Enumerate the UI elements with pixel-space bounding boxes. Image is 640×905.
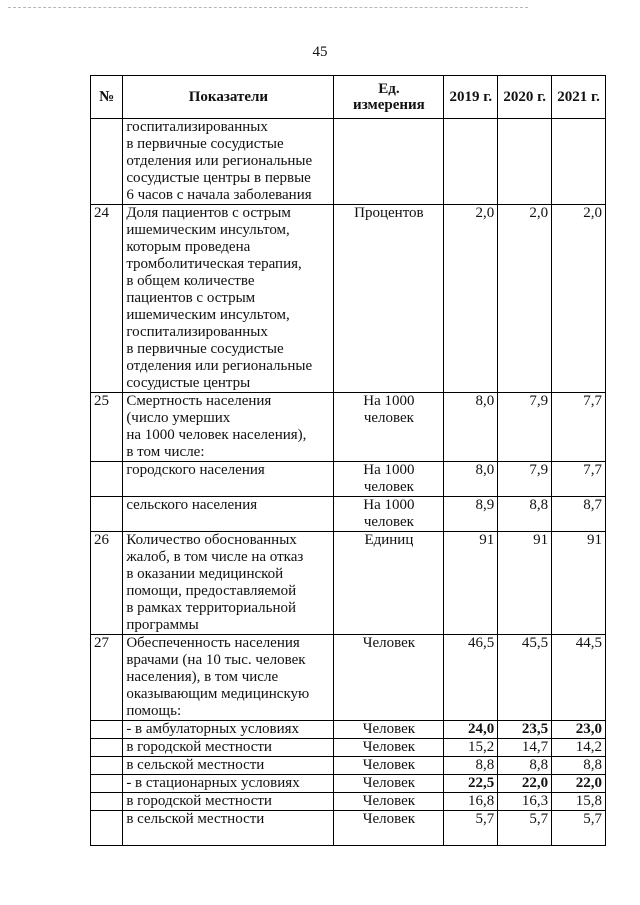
row-indicator: в сельской местности [123, 811, 334, 846]
row-2020 [498, 119, 552, 205]
table-row [91, 497, 606, 532]
row-num [91, 775, 123, 793]
row-unit: Единиц [334, 532, 444, 635]
text-line: жалоб, в том числе на отказ [126, 549, 304, 565]
row-indicator: в городской местности [123, 739, 334, 757]
row-2019: 46,5 [444, 635, 498, 721]
text-line: отделения или региональные [126, 153, 313, 169]
row-unit [334, 119, 444, 205]
row-2021: 22,0 [552, 775, 606, 793]
unit-line1: На 1000 [363, 497, 415, 513]
row-2019: 24,0 [444, 721, 498, 739]
row-num [91, 757, 123, 775]
header-unit [334, 76, 444, 119]
row-2021: 8,7 [552, 497, 606, 532]
text-line: врачами (на 10 тыс. человек [126, 652, 306, 668]
table-row [91, 811, 606, 846]
row-2020: 22,0 [498, 775, 552, 793]
text-line: помощь: [126, 703, 182, 719]
row-indicator: - в амбулаторных условиях [123, 721, 334, 739]
row-2020: 16,3 [498, 793, 552, 811]
text-line: Смертность населения [126, 393, 272, 409]
text-line: которым проведена [126, 239, 251, 255]
row-num [91, 119, 123, 205]
table-row [91, 532, 606, 635]
row-num [91, 497, 123, 532]
row-2020: 91 [498, 532, 552, 635]
row-indicator [123, 532, 334, 635]
row-2020: 7,9 [498, 393, 552, 462]
scan-header-line [8, 7, 528, 8]
row-2020: 23,5 [498, 721, 552, 739]
row-2021: 8,8 [552, 757, 606, 775]
row-2019: 2,0 [444, 205, 498, 393]
row-indicator [123, 393, 334, 462]
row-2019 [444, 119, 498, 205]
text-line: в оказании медицинской [126, 566, 284, 582]
text-line: в рамках территориальной [126, 600, 297, 616]
unit-line1: На 1000 [363, 393, 415, 409]
text-line: госпитализированных [126, 119, 268, 135]
row-2019: 8,0 [444, 393, 498, 462]
row-indicator: в городской местности [123, 793, 334, 811]
text-line: Обеспеченность населения [126, 635, 300, 651]
table-row [91, 635, 606, 721]
table-row [91, 205, 606, 393]
row-unit: Человек [334, 811, 444, 846]
row-indicator: сельского населения [123, 497, 334, 532]
row-unit: Человек [334, 775, 444, 793]
row-num: 24 [91, 205, 123, 393]
row-num [91, 721, 123, 739]
unit-line2: человек [363, 479, 414, 495]
row-unit: Человек [334, 739, 444, 757]
header-indicator: Показатели [123, 76, 334, 119]
header-num: № [91, 76, 123, 119]
row-unit: Человек [334, 721, 444, 739]
table-row [91, 739, 606, 757]
text-line: тромболитическая терапия, [126, 256, 302, 272]
row-unit [334, 497, 444, 532]
row-indicator: - в стационарных условиях [123, 775, 334, 793]
row-2020: 2,0 [498, 205, 552, 393]
text-line: на 1000 человек населения), [126, 427, 307, 443]
row-2021: 15,8 [552, 793, 606, 811]
row-unit: Человек [334, 635, 444, 721]
text-line: отделения или региональные [126, 358, 313, 374]
text-line: (число умерших [126, 410, 231, 426]
indicators-table [90, 75, 606, 846]
row-2020: 5,7 [498, 811, 552, 846]
row-2020: 7,9 [498, 462, 552, 497]
table-row [91, 119, 606, 205]
text-line: пациентов с острым [126, 290, 256, 306]
header-2020: 2020 г. [498, 76, 552, 119]
text-line: госпитализированных [126, 324, 268, 340]
row-2021: 23,0 [552, 721, 606, 739]
row-2019: 8,8 [444, 757, 498, 775]
text-line: в первичные сосудистые [126, 136, 284, 152]
table-row [91, 757, 606, 775]
row-indicator [123, 635, 334, 721]
row-2021: 5,7 [552, 811, 606, 846]
row-2021: 7,7 [552, 393, 606, 462]
row-indicator: городского населения [123, 462, 334, 497]
row-unit [334, 462, 444, 497]
row-2020: 14,7 [498, 739, 552, 757]
unit-line2: человек [363, 410, 414, 426]
row-indicator [123, 119, 334, 205]
row-2021: 91 [552, 532, 606, 635]
row-2021: 7,7 [552, 462, 606, 497]
row-num: 27 [91, 635, 123, 721]
unit-line1: На 1000 [363, 462, 415, 478]
header-unit-line1: Ед. [378, 81, 400, 97]
header-2021: 2021 г. [552, 76, 606, 119]
row-2019: 8,9 [444, 497, 498, 532]
row-2019: 91 [444, 532, 498, 635]
text-line: ишемическим инсультом, [126, 307, 290, 323]
row-2020: 45,5 [498, 635, 552, 721]
table-row [91, 775, 606, 793]
text-line: 6 часов с начала заболевания [126, 187, 312, 203]
row-2021: 44,5 [552, 635, 606, 721]
text-line: сосудистые центры [126, 375, 251, 391]
text-line: населения), в том числе [126, 669, 279, 685]
row-num: 25 [91, 393, 123, 462]
text-line: сосудистые центры в первые [126, 170, 311, 186]
table-row [91, 721, 606, 739]
row-num: 26 [91, 532, 123, 635]
row-indicator: в сельской местности [123, 757, 334, 775]
row-indicator [123, 205, 334, 393]
row-2021: 14,2 [552, 739, 606, 757]
row-2021 [552, 119, 606, 205]
row-2020: 8,8 [498, 757, 552, 775]
row-num [91, 462, 123, 497]
text-line: Количество обоснованных [126, 532, 297, 548]
row-unit: Человек [334, 757, 444, 775]
row-unit [334, 393, 444, 462]
text-line: оказывающим медицинскую [126, 686, 310, 702]
header-2019: 2019 г. [444, 76, 498, 119]
row-2019: 8,0 [444, 462, 498, 497]
row-2021: 2,0 [552, 205, 606, 393]
row-2020: 8,8 [498, 497, 552, 532]
text-line: ишемическим инсультом, [126, 222, 290, 238]
row-num [91, 793, 123, 811]
row-unit: Человек [334, 793, 444, 811]
text-line: помощи, предоставляемой [126, 583, 297, 599]
header-unit-line2: измерения [353, 97, 425, 113]
row-num [91, 739, 123, 757]
text-line: Доля пациентов с острым [126, 205, 291, 221]
unit-line2: человек [363, 514, 414, 530]
table-row [91, 462, 606, 497]
page-number: 45 [312, 44, 328, 60]
table-row [91, 793, 606, 811]
text-line: в общем количестве [126, 273, 255, 289]
text-line: в первичные сосудистые [126, 341, 284, 357]
row-num [91, 811, 123, 846]
table-row [91, 393, 606, 462]
row-2019: 5,7 [444, 811, 498, 846]
row-2019: 22,5 [444, 775, 498, 793]
table-header-row [91, 76, 606, 119]
text-line: программы [126, 617, 199, 633]
row-2019: 15,2 [444, 739, 498, 757]
row-2019: 16,8 [444, 793, 498, 811]
row-unit: Процентов [334, 205, 444, 393]
text-line: в том числе: [126, 444, 205, 460]
